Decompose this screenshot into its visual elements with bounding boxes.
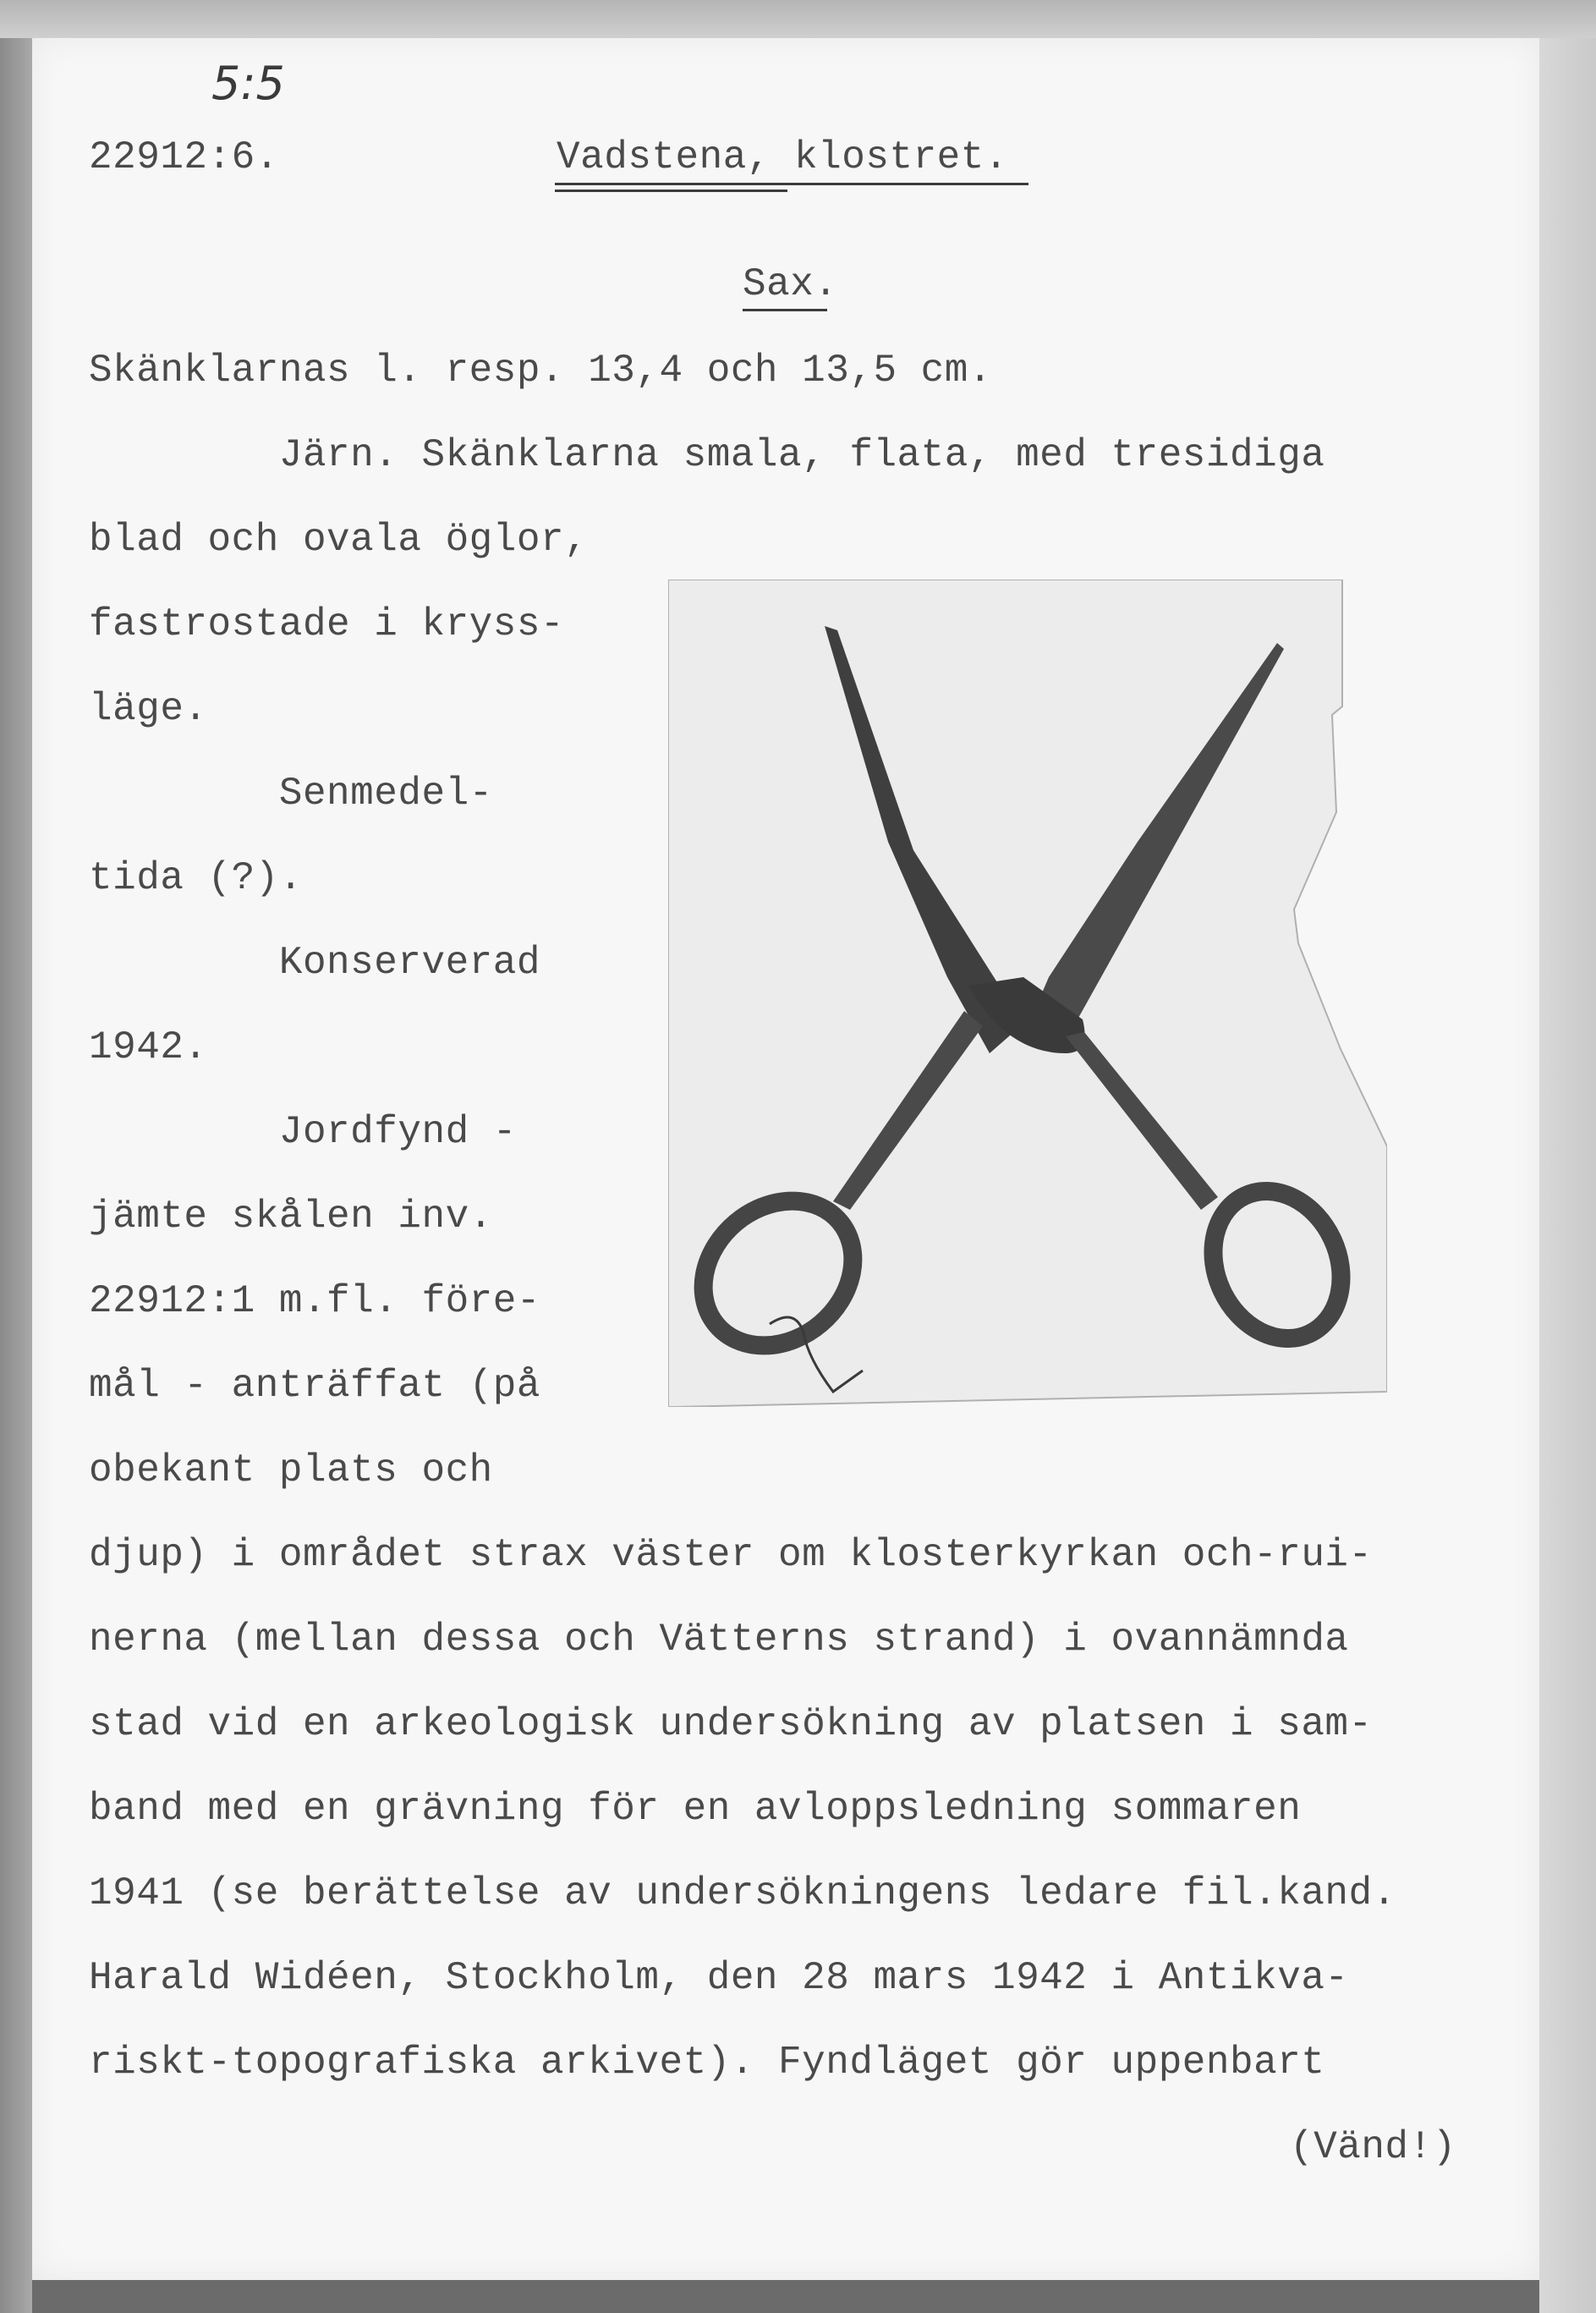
place-underline-second: [555, 190, 787, 192]
text-line: jämte skålen inv.: [89, 1195, 493, 1239]
text-line: Harald Widéen, Stockholm, den 28 mars 1942 i Antikva-: [89, 1956, 1349, 2000]
text-line: mål - anträffat (på: [89, 1364, 540, 1408]
text-line: Senmedel-: [89, 772, 493, 816]
text-line: djup) i området strax väster om klosterkyrkan och-rui-: [89, 1533, 1373, 1577]
scan-border-bottom: [32, 2280, 1539, 2313]
inventory-number: 22912:6.: [89, 135, 279, 179]
handwritten-mark: 5:5: [211, 57, 285, 110]
text-line: stad vid en arkeologisk undersökning av platsen i sam-: [89, 1702, 1373, 1746]
text-line: nerna (mellan dessa och Vätterns strand) i ovannämnda: [89, 1618, 1349, 1662]
text-line: blad och ovala öglor,: [89, 518, 589, 562]
text-line: riskt-topografiska arkivet). Fyndläget gör uppenbart: [89, 2041, 1325, 2085]
scan-border-right: [1539, 38, 1596, 2313]
scissors-photograph: [668, 580, 1387, 1407]
text-line: band med en grävning för en avloppsledning sommaren: [89, 1787, 1302, 1831]
text-line: 1941 (se berättelse av undersökningens ledare fil.kand.: [89, 1871, 1396, 1915]
turn-over-note: (Vänd!): [1290, 2125, 1456, 2169]
text-line: 22912:1 m.fl. före-: [89, 1279, 540, 1323]
scan-border-top: [0, 0, 1596, 38]
text-line: Skänklarnas l. resp. 13,4 och 13,5 cm.: [89, 349, 992, 393]
text-line: fastrostade i kryss-: [89, 602, 565, 646]
scissors-icon: [668, 580, 1387, 1407]
text-line: Konserverad: [89, 941, 540, 985]
object-title-underline: [743, 309, 827, 311]
text-line: obekant plats och: [89, 1448, 493, 1492]
text-line: Järn. Skänklarna smala, flata, med tresidiga: [89, 433, 1325, 477]
text-line: läge.: [89, 687, 208, 731]
text-line: tida (?).: [89, 856, 303, 900]
text-line: 1942.: [89, 1025, 208, 1069]
object-title: Sax.: [743, 262, 838, 306]
scan-border-left: [0, 38, 32, 2313]
place-underline: [555, 183, 1028, 185]
text-line: Jordfynd -: [89, 1110, 517, 1154]
place-heading: Vadstena, klostret.: [557, 135, 1008, 179]
